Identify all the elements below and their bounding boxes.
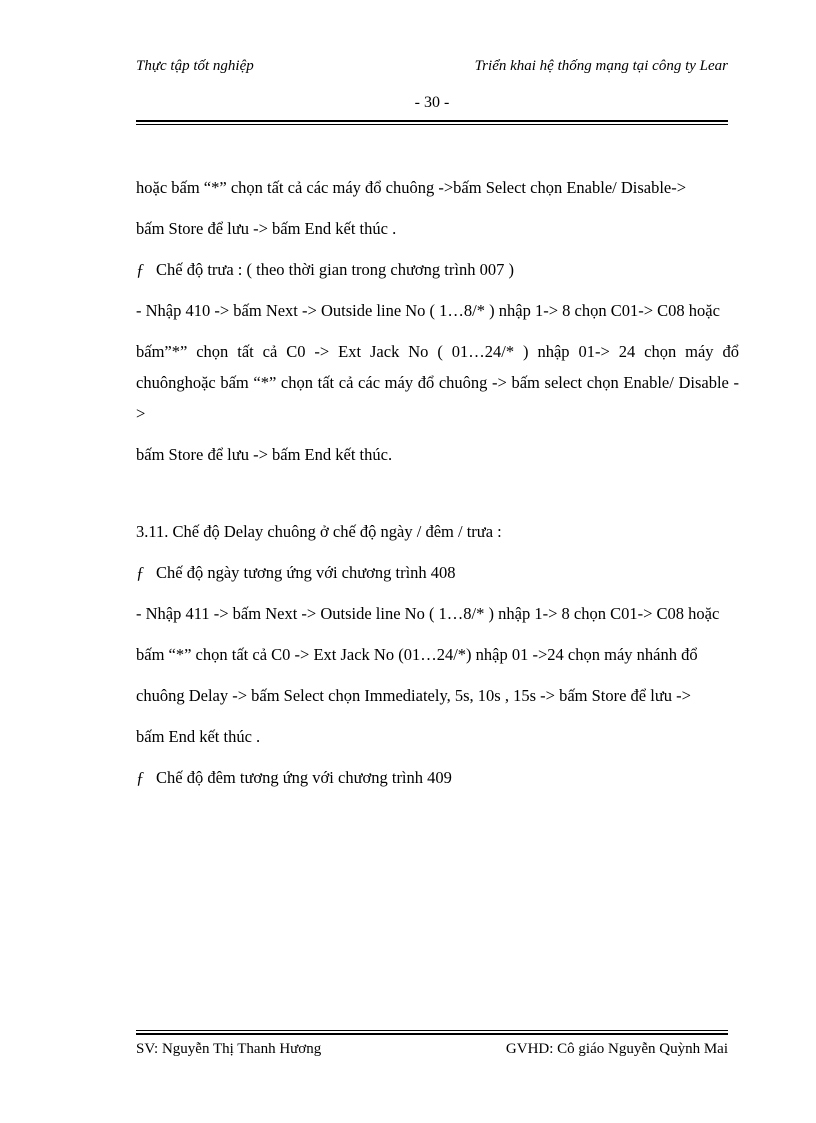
section-title: 3.11. Chế độ Delay chuông ở chế độ ngày / đêm / trưa : — [136, 522, 502, 541]
page-number — [0, 94, 816, 112]
bullet-symbol: ƒ — [136, 563, 145, 582]
bullet-paragraph-noon — [136, 254, 739, 285]
paragraph-10: chuông Delay -> bấm Select chọn Immediately, 5s, 10s , 15s -> bấm Store để lưu -> — [136, 686, 691, 705]
paragraph-1: hoặc bấm “*” chọn tất cả các máy đổ chuông ->bấm Select chọn Enable/ Disable-> — [136, 178, 687, 197]
bullet-symbol: ƒ — [136, 768, 145, 787]
bullet-paragraph-night — [136, 762, 739, 793]
paragraph-9: bấm “*” chọn tất cả C0 -> Ext Jack No (01…24/*) nhập 01 ->24 chọn máy nhánh đổ — [136, 645, 698, 664]
paragraph-5: bấm”*” chọn tất cả C0 -> Ext Jack No ( 01…24/* ) nhập 01-> 24 chọn máy đổ chuônghoặc bấm “*” chọn tất cả các máy đổ chuông -> bấm select chọn Enable/ Disable -> — [136, 342, 739, 423]
body-text — [136, 172, 739, 793]
footer-supervisor: GVHD: Cô giáo Nguyễn Quỳnh Mai — [505, 1041, 728, 1057]
page-number-text: - 30 - — [414, 94, 450, 111]
header-left-title: Thực tập tốt nghiệp — [136, 58, 254, 74]
paragraph-4: - Nhập 410 -> bấm Next -> Outside line No ( 1…8/* ) nhập 1-> 8 chọn C01-> C08 hoặc — [136, 301, 720, 320]
bullet-symbol: ƒ — [136, 260, 145, 279]
header-right-title: Triển khai hệ thống mạng tại công ty Lear — [474, 58, 728, 74]
footer-student: SV: Nguyễn Thị Thanh Hương — [136, 1041, 322, 1057]
footer-rule-thick — [136, 1033, 728, 1035]
paragraph-3: Chế độ trưa : ( theo thời gian trong chương trình 007 ) — [156, 260, 514, 279]
paragraph-12: Chế độ đêm tương ứng với chương trình 409 — [156, 768, 452, 787]
paragraph-11: bấm End kết thúc . — [136, 727, 261, 746]
paragraph-8: - Nhập 411 -> bấm Next -> Outside line No ( 1…8/* ) nhập 1-> 8 chọn C01-> C08 hoặc — [136, 604, 720, 623]
paragraph-6: bấm Store để lưu -> bấm End kết thúc. — [136, 445, 393, 464]
paragraph-7: Chế độ ngày tương ứng với chương trình 408 — [156, 563, 456, 582]
header-rule-thin — [136, 124, 728, 125]
paragraph-2: bấm Store để lưu -> bấm End kết thúc . — [136, 219, 397, 238]
header-rule-thick — [136, 120, 728, 122]
footer-rule-thin — [136, 1030, 728, 1031]
bullet-paragraph-day — [136, 557, 739, 588]
